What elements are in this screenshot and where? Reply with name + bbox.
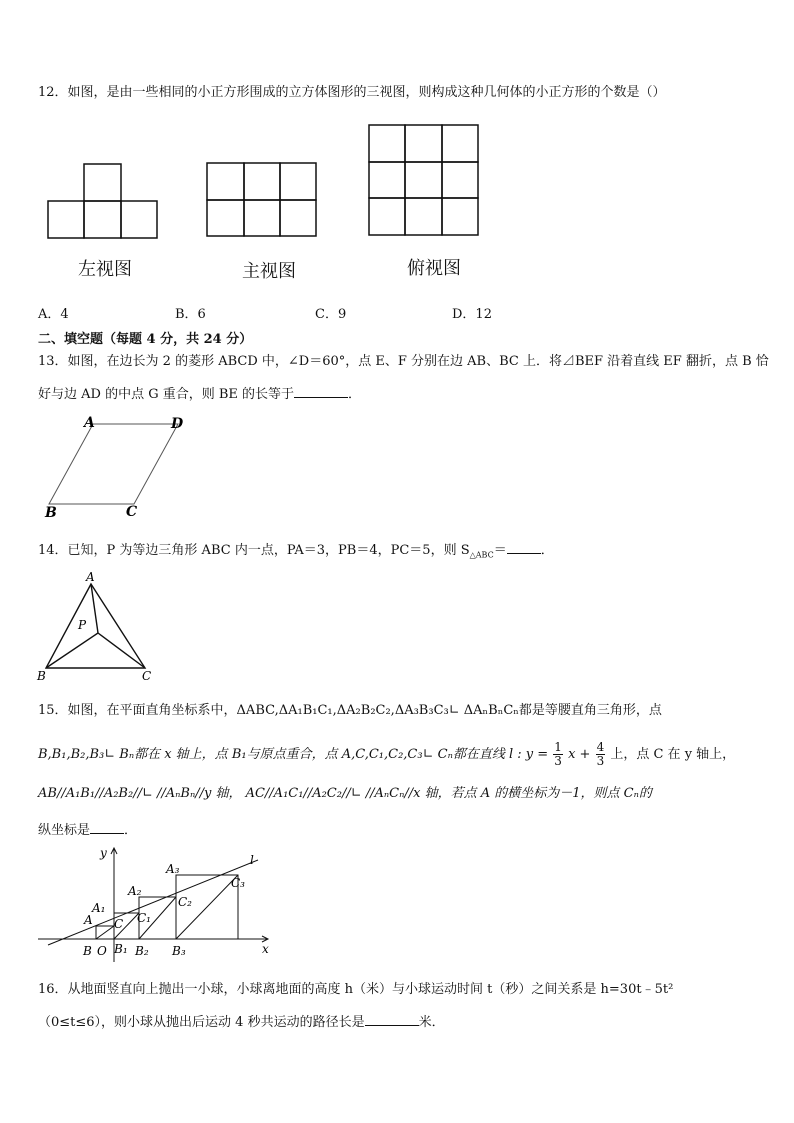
top-view-label: 俯视图: [407, 258, 461, 279]
label-b3: B₃: [172, 944, 186, 958]
label-a2: A₂: [128, 884, 142, 898]
label-b: B: [37, 669, 46, 683]
q14-text: [38, 541, 554, 565]
q16-line2-text: （0≤t≤6），则小球从抛出后运动 4 秒共运动的路径长是: [38, 1015, 365, 1030]
option-a: A．4: [38, 307, 69, 322]
label-c: C: [126, 504, 138, 520]
label-a: A: [84, 415, 95, 431]
q13-line1: 13．如图，在边长为 2 的菱形 ABCD 中，∠D＝60°，点 E、F 分别在边 AB、BC 上．将⊿BEF 沿着直线 EF 翻折，点 B 恰: [38, 354, 769, 369]
fraction1-denominator: 3: [554, 754, 562, 768]
left-view-label: 左视图: [78, 259, 132, 280]
q16-line2-end: 米．: [418, 1015, 445, 1030]
fraction2-denominator: 3: [596, 754, 605, 768]
option-d: D．12: [452, 307, 492, 322]
label-l: l: [250, 853, 254, 867]
q13-answer-blank[interactable]: [294, 385, 348, 398]
q15-line4: [38, 821, 137, 840]
label-c: C: [142, 669, 152, 683]
label-c: C: [114, 917, 124, 931]
q14-end: ．: [540, 543, 554, 558]
q15-line2-end: 上，点 C 在 y 轴上，: [610, 747, 736, 762]
label-b2: B₂: [135, 944, 149, 958]
label-a1: A₁: [92, 901, 106, 915]
q15-line2: [38, 741, 735, 768]
label-a3: A₃: [166, 862, 180, 876]
label-c1: C₁: [137, 911, 151, 925]
triangle-figure: [34, 568, 159, 683]
q15-line2-mid: x +: [568, 747, 591, 762]
q14-text-main: 14．已知，P 为等边三角形 ABC 内一点，PA＝3，PB＝4，PC＝5，则 S: [38, 543, 470, 558]
option-c: C．9: [315, 307, 347, 322]
coordinate-figure: [36, 842, 276, 967]
q15-answer-blank[interactable]: [90, 821, 124, 834]
q13-line2-end: ．: [348, 387, 362, 402]
fraction2-numerator: 4: [596, 740, 605, 754]
label-c2: C₂: [178, 895, 192, 909]
q13-line2-text: 好与边 AD 的中点 G 重合，则 BE 的长等于: [38, 387, 295, 402]
q14-answer-blank[interactable]: [507, 541, 541, 554]
q15-line2-text: B,B₁,B₂,B₃∟ Bₙ都在 x 轴上，点 B₁与原点重合，点 A,C,C₁,C₂,C₃∟ Cₙ都在直线 l : y =: [38, 747, 549, 762]
q15-line4-end: ．: [124, 823, 138, 838]
rhombus-figure: [40, 412, 200, 522]
q16-line2: [38, 1013, 445, 1032]
label-a: A: [86, 570, 95, 584]
q14-subscript: △ABC: [469, 550, 494, 560]
front-view-label: 主视图: [242, 261, 296, 282]
label-c3: C₃: [231, 876, 245, 890]
label-y: y: [100, 846, 107, 860]
fraction1-numerator: 1: [554, 740, 562, 754]
q13-line2: [38, 385, 361, 404]
q14-equals: ＝: [493, 543, 507, 558]
label-p: P: [78, 618, 87, 632]
fraction-one-third: [553, 741, 563, 768]
q15-line1: 15．如图，在平面直角坐标系中，ΔABC,ΔA₁B₁C₁,ΔA₂B₂C₂,ΔA₃B₃C₃∟ ΔAₙBₙCₙ都是等腰直角三角形，点: [38, 703, 662, 718]
left-view-figure: [40, 160, 170, 245]
option-b: B．6: [175, 307, 206, 322]
q15-line3: AB//A₁B₁//A₂B₂//∟ //AₙBₙ//y 轴， AC//A₁C₁//A₂C₂//∟ //AₙCₙ//x 轴，若点 A 的横坐标为－1，则点 Cₙ的: [38, 786, 652, 801]
fraction-four-thirds: [596, 741, 606, 768]
label-b: B: [83, 944, 92, 958]
label-a: A: [84, 913, 93, 927]
front-view-figure: [200, 158, 325, 243]
label-x: x: [262, 942, 269, 956]
label-b: B: [45, 505, 57, 521]
label-b1: B₁: [114, 942, 128, 956]
q16-answer-blank[interactable]: [365, 1013, 419, 1026]
section-heading: 二、填空题（每题 4 分，共 24 分）: [38, 332, 253, 347]
q16-line1: 16．从地面竖直向上抛出一小球，小球离地面的高度 h（米）与小球运动时间 t（秒）之间关系是 h=30t﹣5t²: [38, 982, 674, 997]
q15-line4-text: 纵坐标是: [38, 823, 91, 838]
top-view-figure: [362, 120, 487, 240]
q12-text: 12．如图，是由一些相同的小正方形围成的立方体图形的三视图，则构成这种几何体的小正方形的个数是（）: [38, 85, 666, 100]
label-o: O: [97, 944, 107, 958]
label-d: D: [171, 416, 184, 432]
